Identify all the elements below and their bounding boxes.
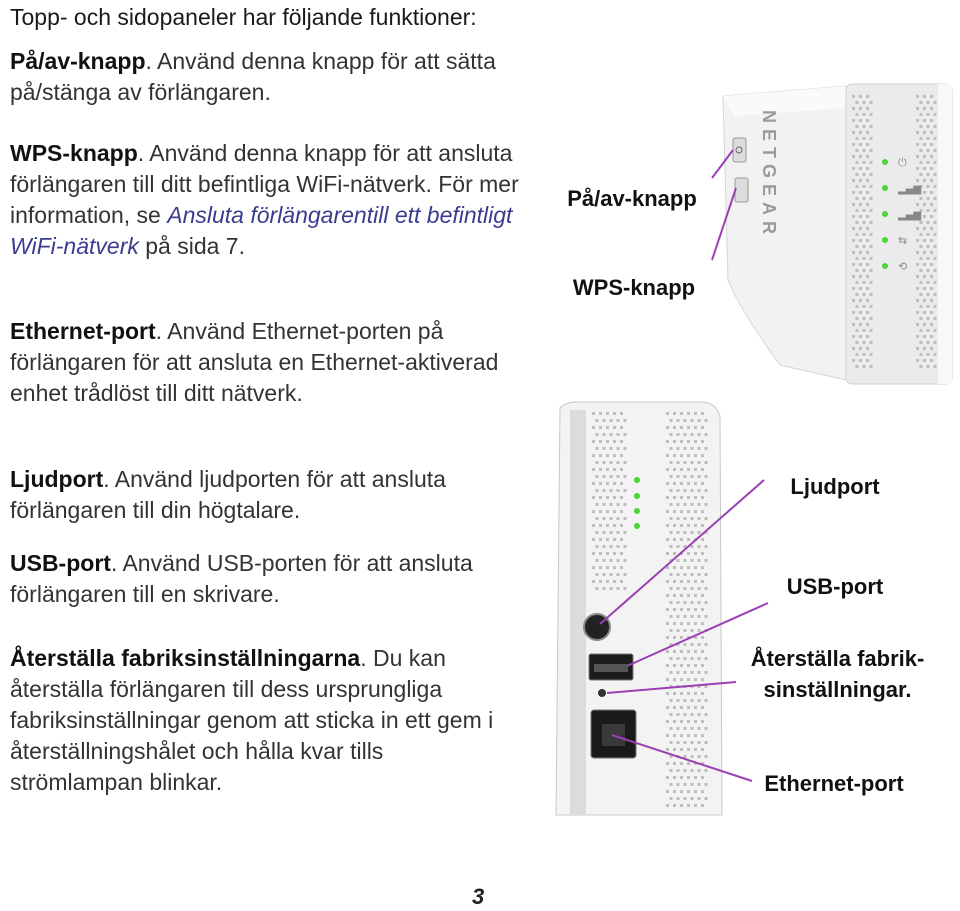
- wps-button[interactable]: [735, 178, 748, 202]
- led-device: [882, 237, 888, 243]
- section-wps-text-after: på sida 7.: [138, 233, 245, 259]
- section-reset-text: . Du kan återställa förlängaren till dess ursprungliga fabriksinställningar genom att sticka in ett gem i återställningshålet och hålla kvar tills strömlampan blinkar.: [10, 645, 494, 795]
- section-wps-link[interactable]: Ansluta förlängarentill ett befintligt WiFi-nätverk: [10, 202, 513, 259]
- power-led-icon: ⏻: [898, 156, 907, 169]
- device-side-view: [556, 402, 768, 815]
- section-power-text: . Använd denna knapp för att sätta på/stänga av förlängaren.: [10, 48, 496, 105]
- section-ethernet-text: . Använd Ethernet-porten på förlängaren för att ansluta en Ethernet-aktiverad enhet trådlöst till ditt nätverk.: [10, 318, 499, 406]
- led-power: [882, 159, 888, 165]
- led-wps: [882, 263, 888, 269]
- device-top-view: [712, 84, 952, 384]
- callout-wps: WPS-knapp: [572, 275, 696, 300]
- section-audio-text: . Använd ljudporten för att ansluta förlängaren till din högtalare.: [10, 466, 446, 523]
- reset-hole[interactable]: [598, 689, 606, 697]
- section-usb-title: USB-port: [10, 550, 111, 576]
- power-button[interactable]: [733, 138, 746, 162]
- wps-led-icon: ⟲: [898, 260, 908, 273]
- led-signal-1: [882, 185, 888, 191]
- device-brand-text: NETGEAR: [759, 110, 779, 241]
- signal-bars-icon-2: ▂▄▆: [898, 210, 922, 221]
- callout-ethernet: Ethernet-port: [764, 771, 904, 796]
- section-usb-text: . Använd USB-porten för att ansluta förlängaren till en skrivare.: [10, 550, 473, 607]
- callout-reset: [730, 643, 945, 705]
- device-link-icon: ⇆: [898, 234, 908, 247]
- callout-reset-line1: Återställa fabrik-: [750, 646, 925, 671]
- section-power-title: På/av-knapp: [10, 48, 146, 74]
- page-intro: Topp- och sidopaneler har följande funktioner:: [10, 4, 477, 30]
- section-reset-title: Återställa fabriksinställningarna: [10, 645, 361, 671]
- signal-bars-icon: ▂▄▆: [898, 184, 922, 195]
- led-signal-2: [882, 211, 888, 217]
- section-audio-title: Ljudport: [10, 466, 104, 492]
- callout-audio: Ljudport: [790, 474, 880, 499]
- section-wps-title: WPS-knapp: [10, 140, 138, 166]
- section-wps-text: . Använd denna knapp för att ansluta förlängaren till ditt befintliga WiFi-nätverk. För mer information, se: [10, 140, 519, 228]
- callout-power: På/av-knapp: [567, 186, 697, 211]
- section-ethernet-title: Ethernet-port: [10, 318, 156, 344]
- callout-reset-line2: sinställningar.: [763, 677, 912, 702]
- callout-usb: USB-port: [786, 574, 884, 599]
- page-number: 3: [472, 884, 485, 909]
